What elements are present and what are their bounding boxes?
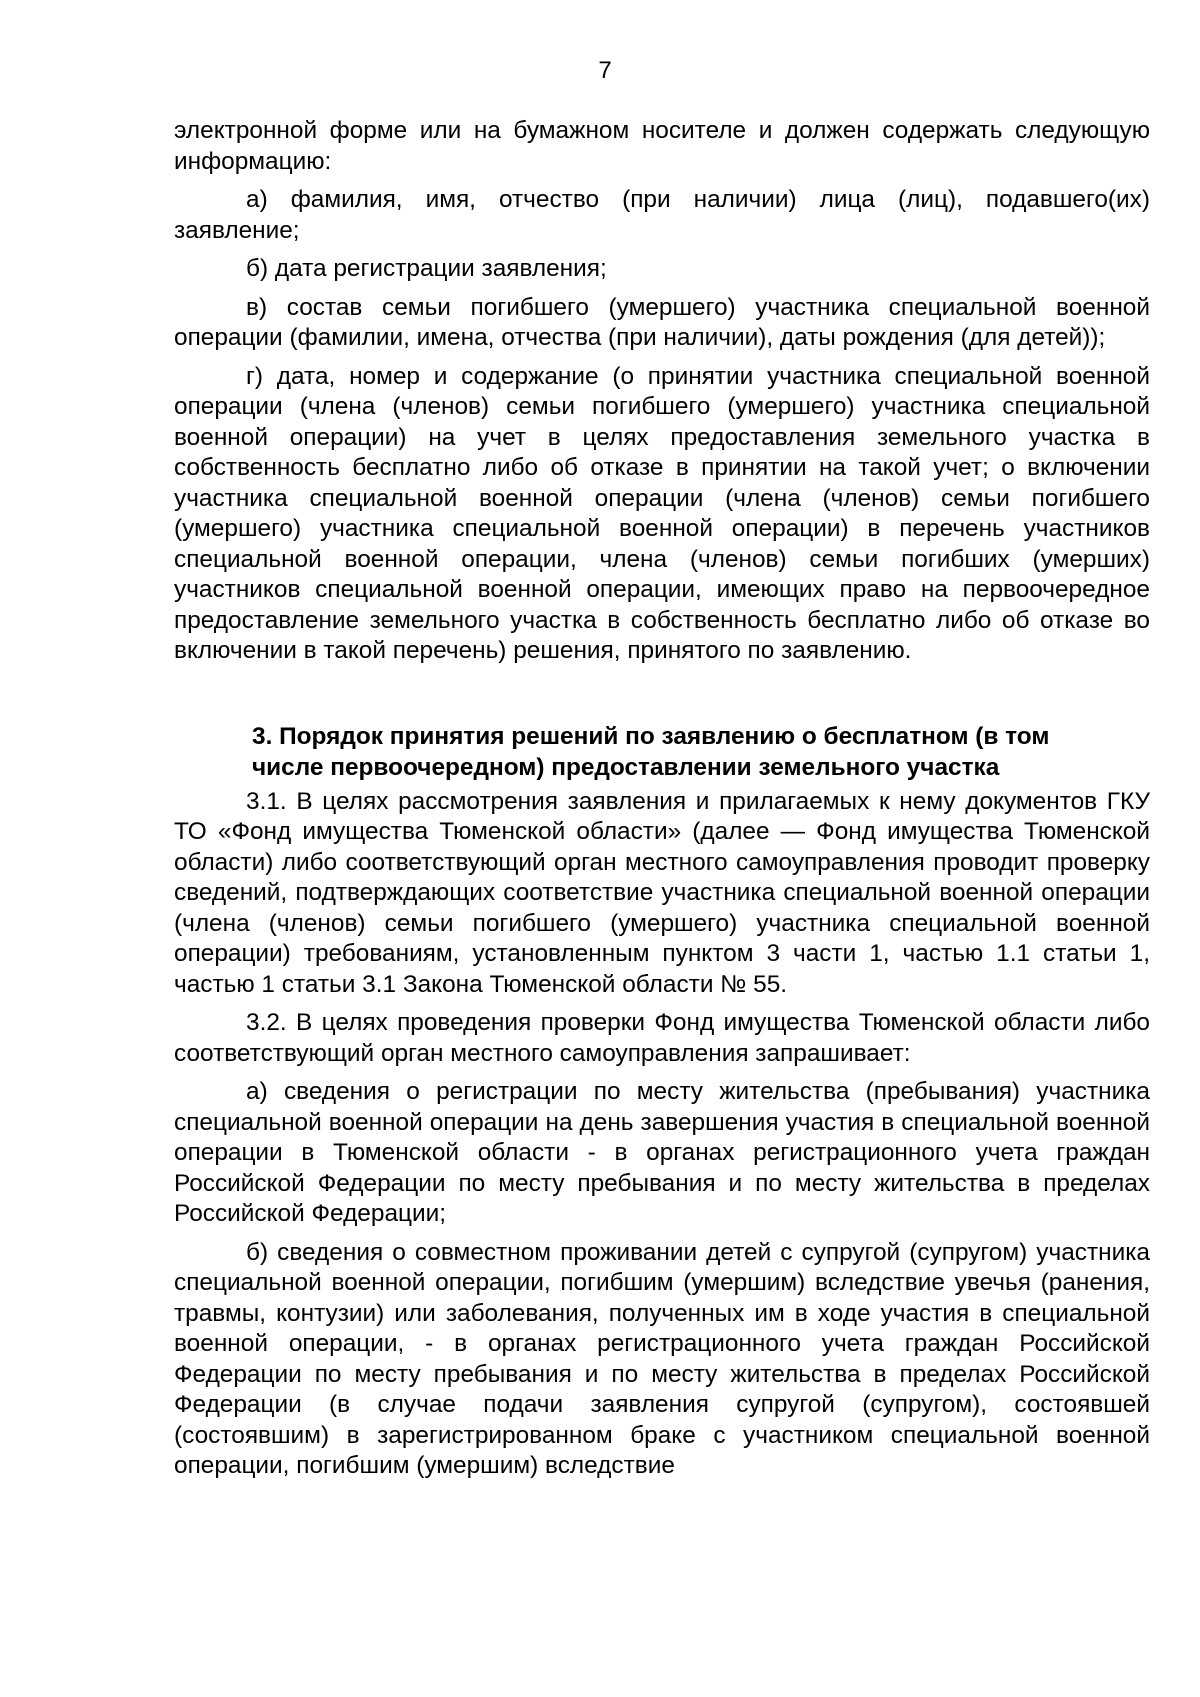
paragraph-item-b: б) дата регистрации заявления; (246, 255, 607, 282)
paragraph-item-v: в) состав семьи погибшего (умершего) участника специальной военной операции (фамилии, имена, отчества (при наличии), даты рождения (для детей)); (174, 293, 1150, 351)
paragraph-item-a: а) фамилия, имя, отчество (при наличии) лица (лиц), подавшего(их) заявление; (174, 186, 1150, 244)
page-number: 7 (598, 57, 612, 84)
paragraph-item-g: г) дата, номер и содержание (о принятии участника специальной военной операции (члена (членов) семьи погибшего (умершего) участника специальной военной операции) на учет в целях предоставления земельного участка в собственность бесплатно либо об отказе в принятии на такой учет; о включении участника специальной военной операции (члена (членов) семьи погибшего (умершего) участника специальной военной операции) в перечень участников специальной военной операции, члена (членов) семьи погибших (умерших) участников специальной военной операции, имеющих право на первоочередное предоставление земельного участка в собственность бесплатно либо об отказе во включении в такой перечень) решения, принятого по заявлению. (174, 362, 1150, 664)
paragraph-3-2: 3.2. В целях проведения проверки Фонд имущества Тюменской области либо соответствующий орган местного самоуправления запрашивает: (174, 1009, 1150, 1067)
paragraph-3-2-a: а) сведения о регистрации по месту жительства (пребывания) участника специальной военной операции на день завершения участия в специальной военной операции в Тюменской области - в органах регистрационного учета граждан Российской Федерации по месту пребывания и по месту жительства в пределах Российской Федерации; (174, 1078, 1150, 1227)
document-body (174, 116, 1150, 1482)
section-heading (174, 721, 1150, 783)
section-heading-line-1: 3. Порядок принятия решений по заявлению о бесплатном (в том (252, 722, 1050, 750)
paragraph-3-2-b: б) сведения о совместном проживании детей с супругой (супругом) участника специальной военной операции, погибшим (умершим) вследствие увечья (ранения, травмы, контузии) или заболевания, полученных им в ходе участия в специальной военной операции, - в органах регистрационного учета граждан Российской Федерации по месту пребывания и по месту жительства в пределах Российской Федерации (в случае подачи заявления супругой (супругом), состоявшей (состоявшим) в зарегистрированном браке с участником специальной военной операции, погибшим (умершим) вследствие (174, 1238, 1150, 1479)
paragraph-3-1: 3.1. В целях рассмотрения заявления и прилагаемых к нему документов ГКУ ТО «Фонд имущества Тюменской области» (далее — Фонд имущества Тюменской области) либо соответствующий орган местного самоуправления проводит проверку сведений, подтверждающих соответствие участника специальной военной операции (члена (членов) семьи погибшего (умершего) участника специальной военной операции) требованиям, установленным пунктом 3 части 1, частью 1.1 статьи 1, частью 1 статьи 3.1 Закона Тюменской области № 55. (174, 787, 1150, 998)
paragraph-intro: электронной форме или на бумажном носителе и должен содержать следующую информацию: (174, 117, 1150, 175)
section-heading-line-2: числе первоочередном) предоставлении земельного участка (252, 753, 1000, 781)
